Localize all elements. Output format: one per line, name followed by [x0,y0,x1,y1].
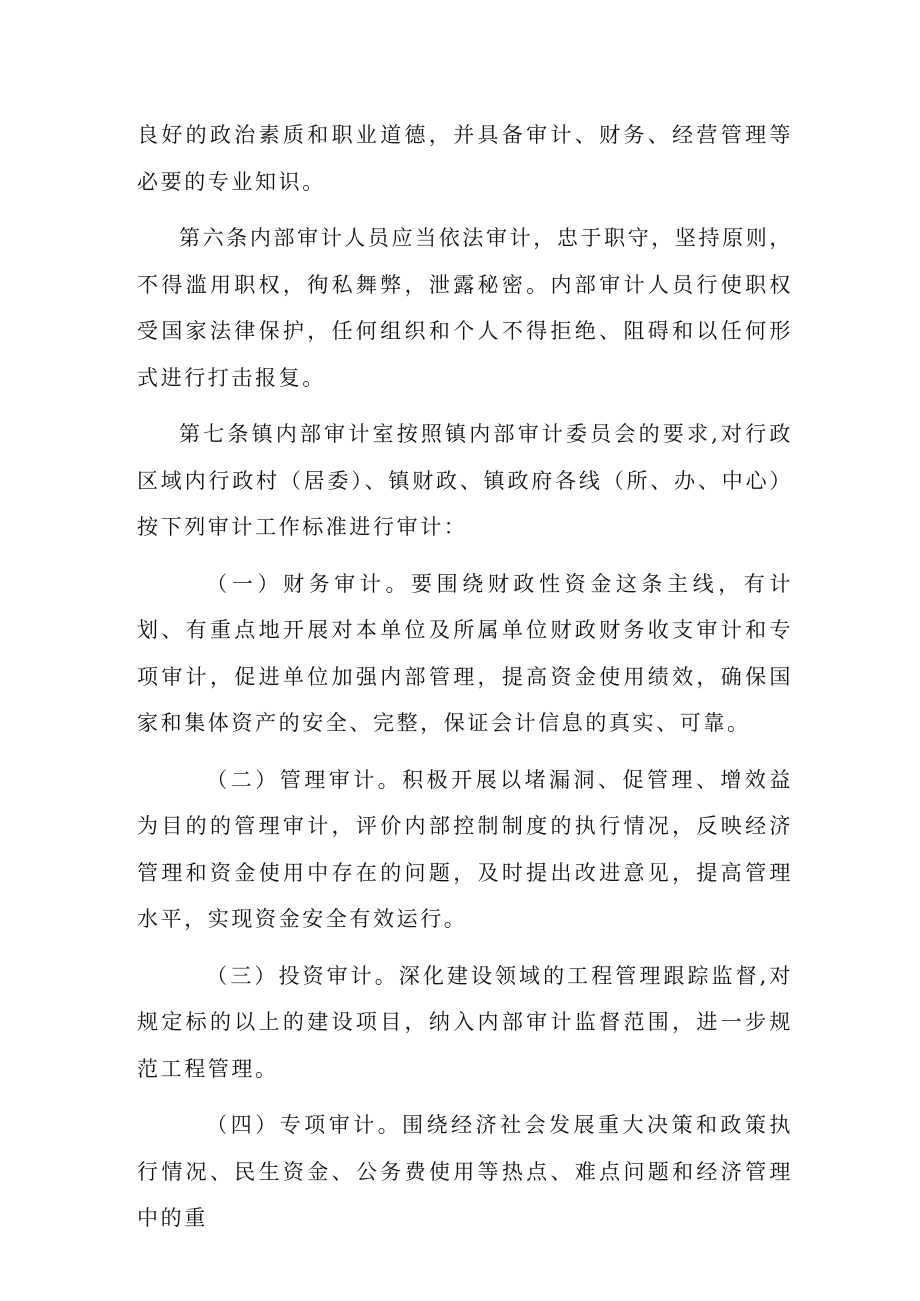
paragraph-item-management-audit: （二）管理审计。积极开展以堵漏洞、促管理、增效益为目的的管理审计，评价内部控制制度的执行情况，反映经济管理和资金使用中存在的问题，及时提出改进意见，提高管理水平，实现资金安全有效运行。 [137,767,793,931]
document-body [137,112,793,1252]
paragraph-article-6: 第六条内部审计人员应当依法审计，忠于职守，坚持原则，不得滥用职权，徇私舞弊，泄露秘密。内部审计人员行使职权受国家法律保护，任何组织和个人不得拒绝、阻碍和以任何形式进行打击报复。 [137,226,793,390]
paragraph-item-special-audit: （四）专项审计。围绕经济社会发展重大决策和政策执行情况、民生资金、公务费使用等热点、难点问题和经济管理中的重 [137,1113,793,1230]
paragraph-article-7: 第七条镇内部审计室按照镇内部审计委员会的要求,对行政区域内行政村（居委）、镇财政、镇政府各线（所、办、中心）按下列审计工作标准进行审计： [137,422,793,539]
paragraph-item-investment-audit: （三）投资审计。深化建设领域的工程管理跟踪监督,对规定标的以上的建设项目，纳入内部审计监督范围，进一步规范工程管理。 [137,963,793,1081]
paragraph-continuation: 良好的政治素质和职业道德，并具备审计、财务、经营管理等必要的专业知识。 [137,123,793,194]
paragraph-item-financial-audit: （一）财务审计。要围绕财政性资金这条主线，有计划、有重点地开展对本单位及所属单位财政财务收支审计和专项审计，促进单位加强内部管理，提高资金使用绩效，确保国家和集体资产的安全、完整，保证会计信息的真实、可靠。 [137,571,793,735]
